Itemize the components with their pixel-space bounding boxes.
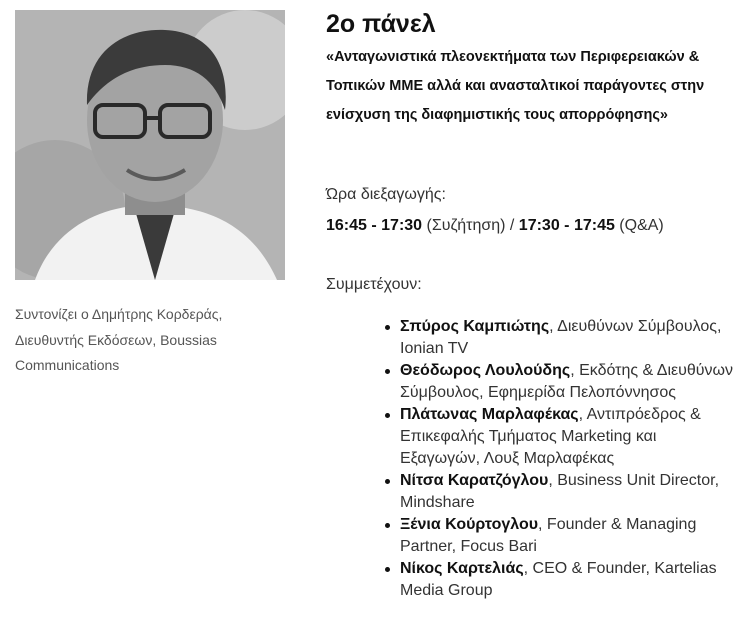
participant-role: , Founder & Managing Partner, Focus Bari [400,516,697,555]
participant-item [400,514,738,558]
participant-name: Θεόδωρος Λουλούδης [400,362,571,379]
slot1-time: 16:45 - 17:30 [326,217,423,234]
moderator-photo [15,10,285,280]
participant-item [400,470,738,514]
participant-role: , CEO & Founder, Kartelias Media Group [400,560,717,599]
participants-label: Συμμετέχουν: [326,276,422,293]
participant-name: Σπύρος Καμπιώτης [400,318,550,335]
slot2-time: 17:30 - 17:45 [518,217,615,234]
participant-role: , Εκδότης & Διευθύνων Σύμβουλος, Εφημερίδα Πελοπόννησος [400,362,734,401]
participant-role: , Business Unit Director, Mindshare [400,472,720,511]
panel-header [326,8,736,130]
panel-title: 2ο πάνελ [326,10,436,38]
participant-item [400,404,738,470]
participant-name: Νίτσα Καρατζόγλου [400,472,549,489]
participant-item [400,558,738,602]
participant-item [400,316,738,360]
participant-name: Νίκος Καρτελιάς [400,560,524,577]
participant-role: , Αντιπρόεδρος & Επικεφαλής Τμήματος Marketing και Εξαγωγών, Λουξ Μαρλαφέκας [400,406,701,467]
participant-item [400,360,738,404]
schedule-label: Ώρα διεξαγωγής: [326,186,446,203]
schedule-times [326,217,664,235]
moderator-caption: Συντονίζει ο Δημήτρης Κορδεράς, Διευθυντής Εκδόσεων, Boussias Communications [15,306,223,373]
slot1-desc: (Συζήτηση) / [422,217,519,234]
participants-list [400,316,738,602]
panel-subtitle: «Ανταγωνιστικά πλεονεκτήματα των Περιφερειακών & Τοπικών ΜΜΕ αλλά και ανασταλτικοί παράγοντες στην ενίσχυση της διαφημιστικής τους απορρόφησης» [326,49,705,123]
participant-name: Πλάτωνας Μαρλαφέκας [400,406,579,423]
slot2-desc: (Q&A) [614,217,664,234]
participant-role: , Διευθύνων Σύμβουλος, Ionian TV [400,318,722,357]
portrait-illustration [15,10,285,280]
participant-name: Ξένια Κούρτογλου [400,516,539,533]
